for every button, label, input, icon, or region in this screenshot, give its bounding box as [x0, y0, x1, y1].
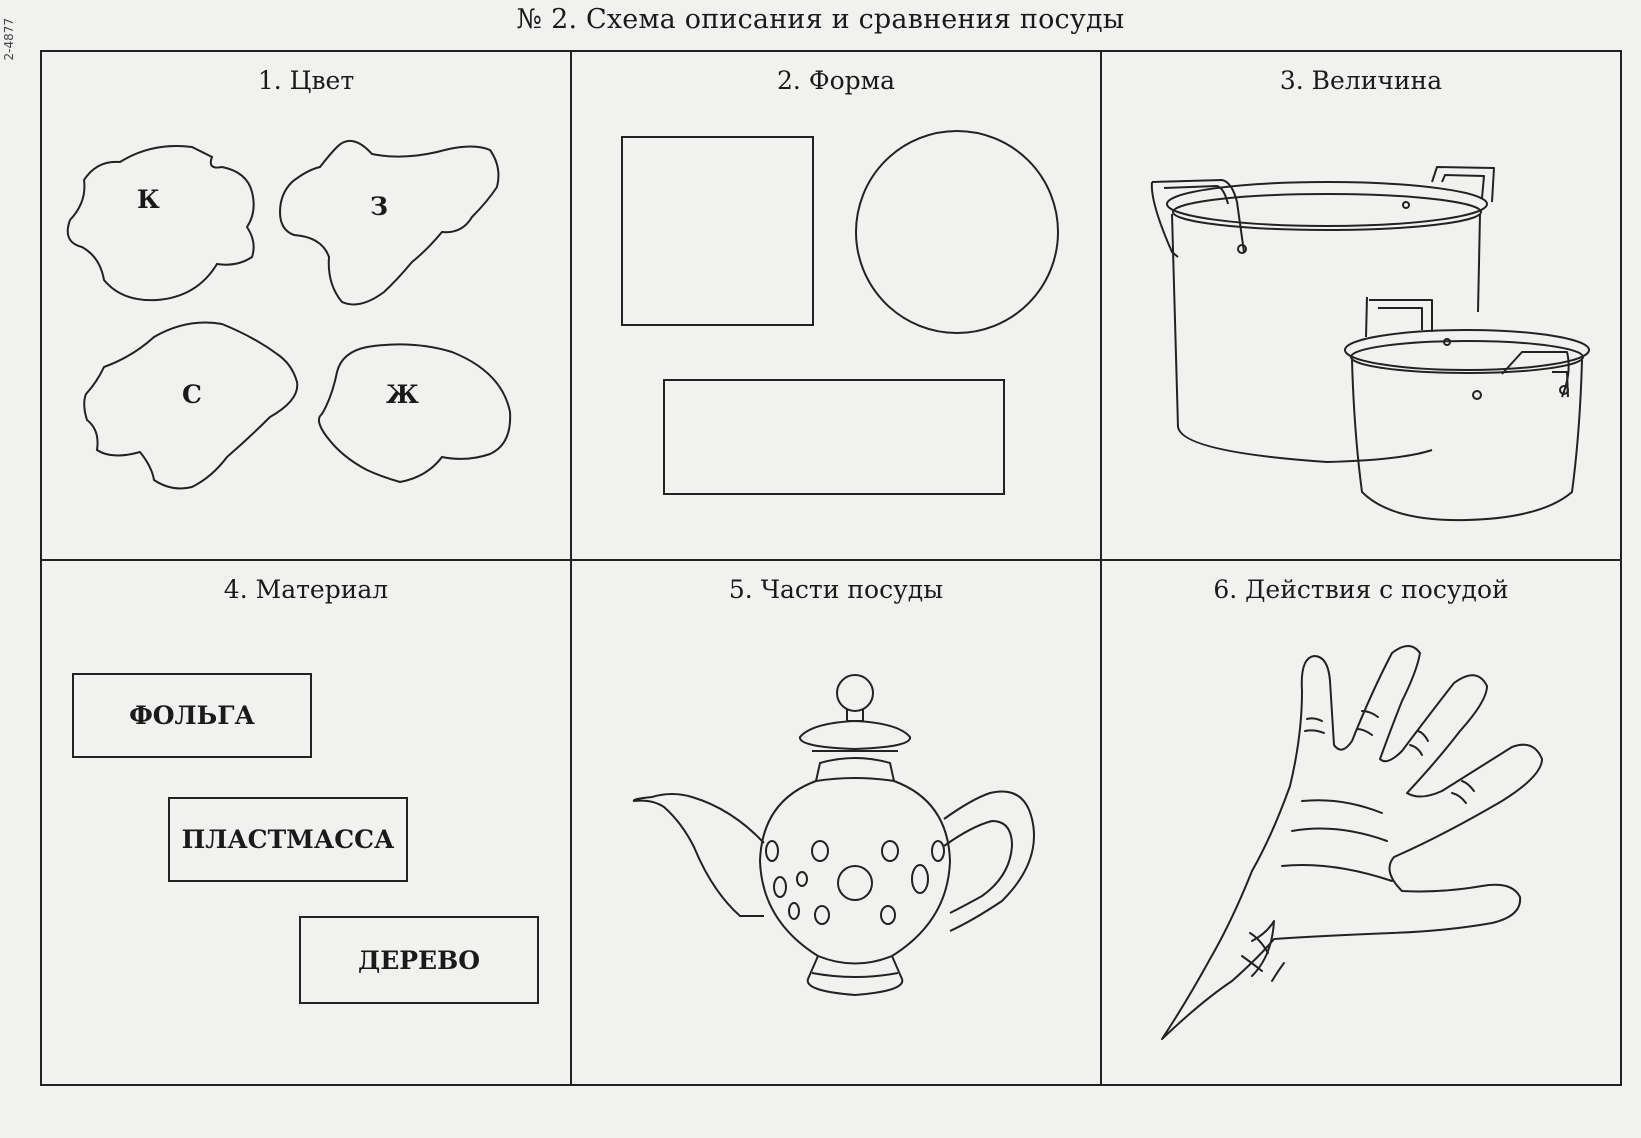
blob-label-blue: С: [182, 380, 202, 409]
circle-shape: [856, 131, 1058, 333]
side-code: 2-4877: [2, 18, 16, 61]
cell-title-material: 4. Материал: [223, 575, 389, 604]
pots-drawing: [1102, 52, 1622, 561]
cell-parts: [572, 561, 1102, 1084]
blob-label-red: К: [137, 185, 160, 214]
material-wood-label: ДЕРЕВО: [357, 945, 481, 975]
page-title: № 2. Схема описания и сравнения посуды: [516, 4, 1125, 35]
teapot-icon: [634, 675, 1034, 995]
cell-title-shape: 2. Форма: [777, 66, 895, 95]
scheme-grid: [40, 50, 1622, 1086]
rectangle-shape: [664, 380, 1004, 494]
hand-drawing: [1102, 561, 1641, 1088]
cell-size: [1102, 52, 1620, 561]
cell-shape: [572, 52, 1102, 561]
small-pot-icon: [1345, 297, 1589, 520]
blob-label-yellow: Ж: [386, 380, 419, 409]
hand-icon: [1162, 646, 1542, 1039]
blob-yellow: [319, 344, 510, 482]
cell-actions: [1102, 561, 1620, 1084]
cell-title-parts: 5. Части посуды: [728, 575, 944, 604]
teapot-drawing: [572, 561, 1102, 1088]
material-plastic-card: [168, 797, 408, 882]
cell-title-size: 3. Величина: [1279, 66, 1443, 95]
square-shape: [622, 137, 813, 325]
shapes-drawing: [572, 52, 1102, 561]
cell-title-actions: 6. Действия с посудой: [1213, 575, 1509, 604]
material-plastic-label: ПЛАСТМАССА: [181, 825, 395, 854]
blob-label-green: З: [370, 192, 389, 221]
blob-green: [280, 141, 498, 305]
cell-color: [42, 52, 572, 561]
cell-material: [42, 561, 572, 1084]
material-foil-label: ФОЛЬГА: [129, 701, 255, 730]
color-blobs-drawing: [42, 52, 572, 561]
cell-title-color: 1. Цвет: [257, 66, 355, 95]
material-foil-card: [72, 673, 312, 758]
material-wood-card: [299, 916, 539, 1004]
blob-red: [68, 146, 254, 300]
large-pot-icon: [1152, 167, 1494, 462]
